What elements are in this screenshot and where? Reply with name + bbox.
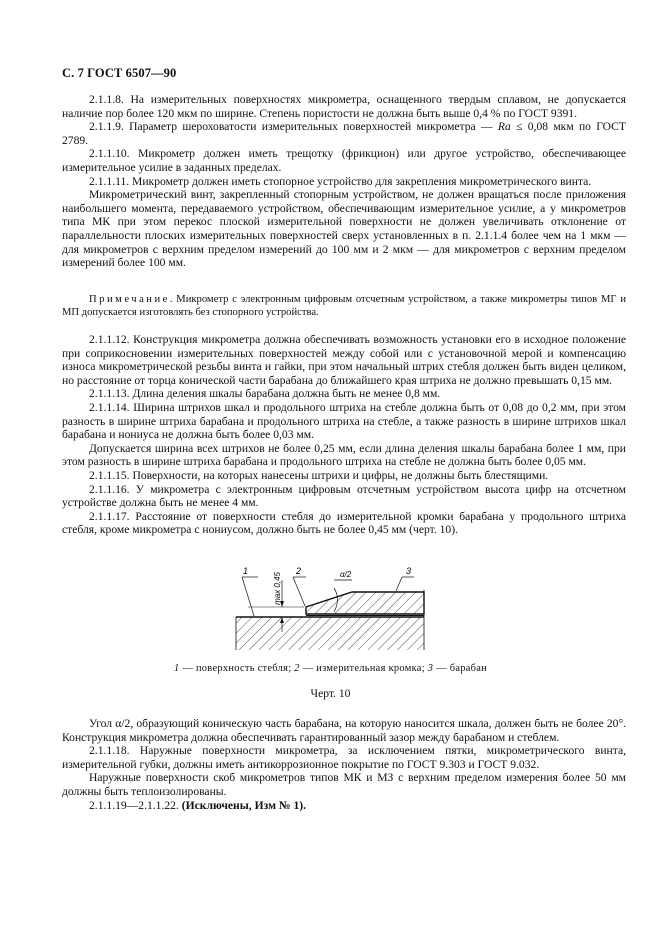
legend-text-2: — измерительная кромка; [299,663,428,674]
note-text: . Микрометр с электронным цифровым отсчетным устройством, а также микрометры типов МГ и МП допускается изготовлять без стопорного устройства. [62,294,626,318]
section-2-1-1-12-to-17 [62,333,626,537]
angle-label: α/2 [340,570,352,579]
paragraph-2-1-1-17: 2.1.1.17. Расстояние от поверхности стебля до измерительной кромки барабана у продольного штриха стебля, кроме микрометра с нониусом, должно быть не более 0,45 мм (черт. 10). [62,509,626,537]
paragraph-2-1-1-15: 2.1.1.15. Поверхности, на которых нанесены штрихи и цифры, не должны быть блестящими. [89,468,549,482]
paragraph-2-1-1-13: 2.1.1.13. Длина деления шкалы барабана должна быть не менее 0,8 мм. [89,387,441,401]
page-header: С. 7 ГОСТ 6507—90 [62,66,177,80]
paragraph-locking-screw: Микрометрический винт, закрепленный стопорным устройством, не должен вращаться после приложения наибольшего момента, передаваемого устройством, обеспечивающим измерительное усилие, а у микрометров типа МК при этом перекос плоской измерительной поверхности не должен увеличивать отклонение от параллельности плоских измерительных поверхностей сверх установленных в п. 2.1.1.4 более чем на 1 мкм — для микрометров с верхним пределом измерений до 100 мм и 2 мкм — для микрометров с верхним пределом измерений более 100 мм. [62,188,626,270]
figure-caption: Черт. 10 [310,687,351,700]
dim-label: max 0,45 [273,572,282,605]
label-3: 3 [406,566,412,576]
paragraph-2-1-1-18: 2.1.1.18. Наружные поверхности микрометра, за исключением пятки, микрометрического винта, измерительной губки, должны иметь антикоррозионное покрытие по ГОСТ 9.303 и ГОСТ 9.032. [62,744,626,771]
paragraph-2-1-1-9: 2.1.1.9. Параметр шероховатости измерительных поверхностей микрометра — Ra ≤ 0,08 мкм по ГОСТ 2789. [62,120,626,147]
note-block [62,293,626,319]
figure-legend [0,663,661,674]
note-paragraph [62,293,626,319]
excluded-note: (Исключены, Изм № 1). [181,798,307,812]
paragraph-2-1-1-19-22 [62,799,626,813]
paragraph-thermal-insulation: Наружные поверхности скоб микрометров типов МК и МЗ с верхним пределом измерения более 50 мм должны быть теплоизолированы. [62,771,626,798]
paragraph-stroke-width: Допускается ширина всех штрихов не более 0,25 мм, если длина деления шкалы барабана более 1 мм, при этом разность в ширине штриха барабана и продольного штриха на стебле не должна быть более 0,05 мм. [62,441,626,469]
paragraph-angle: Угол α/2, образующий коническую часть барабана, на которую наносится шкала, должен быть не более 20°. Конструкция микрометра должна обеспечивать гарантированный зазор между барабаном и стеблем. [62,717,626,744]
legend-num-2: 2 [294,663,300,674]
figure-10-diagram [200,560,460,670]
legend-num-3: 3 [427,663,434,674]
paragraph-2-1-1-16: 2.1.1.16. У микрометра с электронным цифровым отсчетным устройством высота цифр на отсчетном устройстве должна быть не менее 4 мм. [62,482,626,510]
label-2: 2 [296,566,302,576]
paragraph-2-1-1-10: 2.1.1.10. Микрометр должен иметь трещотку (фрикцион) или другое устройство, обеспечивающее измерительное усилие в заданных пределах. [62,147,626,174]
paragraph-2-1-1-8: 2.1.1.8. На измерительных поверхностях микрометра, оснащенного твердым сплавом, не допускается наличие пор более 120 мкм по ширине. Степень пористости не должна быть выше 0,4 % по ГОСТ 9391. [62,93,626,120]
legend-text-1: — поверхность стебля; [179,663,295,674]
label-1: 1 [243,566,249,576]
paragraph-2-1-1-14: 2.1.1.14. Ширина штрихов шкал и продольного штриха на стебле должна быть от 0,08 до 0,2 мм, при этом разность в ширине штриха барабана и продольного штриха на стебле, а также разность в ширине штрихов шкал барабана и нониуса не должна быть более 0,03 мм. [62,400,626,442]
excluded-range: 2.1.1.19—2.1.1.22. [89,798,182,812]
paragraph-2-1-1-12: 2.1.1.12. Конструкция микрометра должна обеспечивать возможность установки его в исходное положение при соприкосновении измерительных поверхностей между собой или с установочной мерой и компенсацию износа микрометрической резьбы винта и гайки, при этом начальный штрих стебля должен быть виден целиком, но расстояние от торца конической части барабана до ближайшего края штриха не должно превышать 0,15 мм. [62,333,626,387]
section-2-1-1-8-to-11 [62,93,626,270]
note-label: Примечание [89,294,170,305]
paragraph-2-1-1-11: 2.1.1.11. Микрометр должен иметь стопорное устройство для закрепления микрометрического винта. [89,174,592,188]
legend-text-3: — барабан [433,663,488,674]
legend-num-1: 1 [173,663,180,674]
section-2-1-1-18-to-22 [62,717,626,812]
